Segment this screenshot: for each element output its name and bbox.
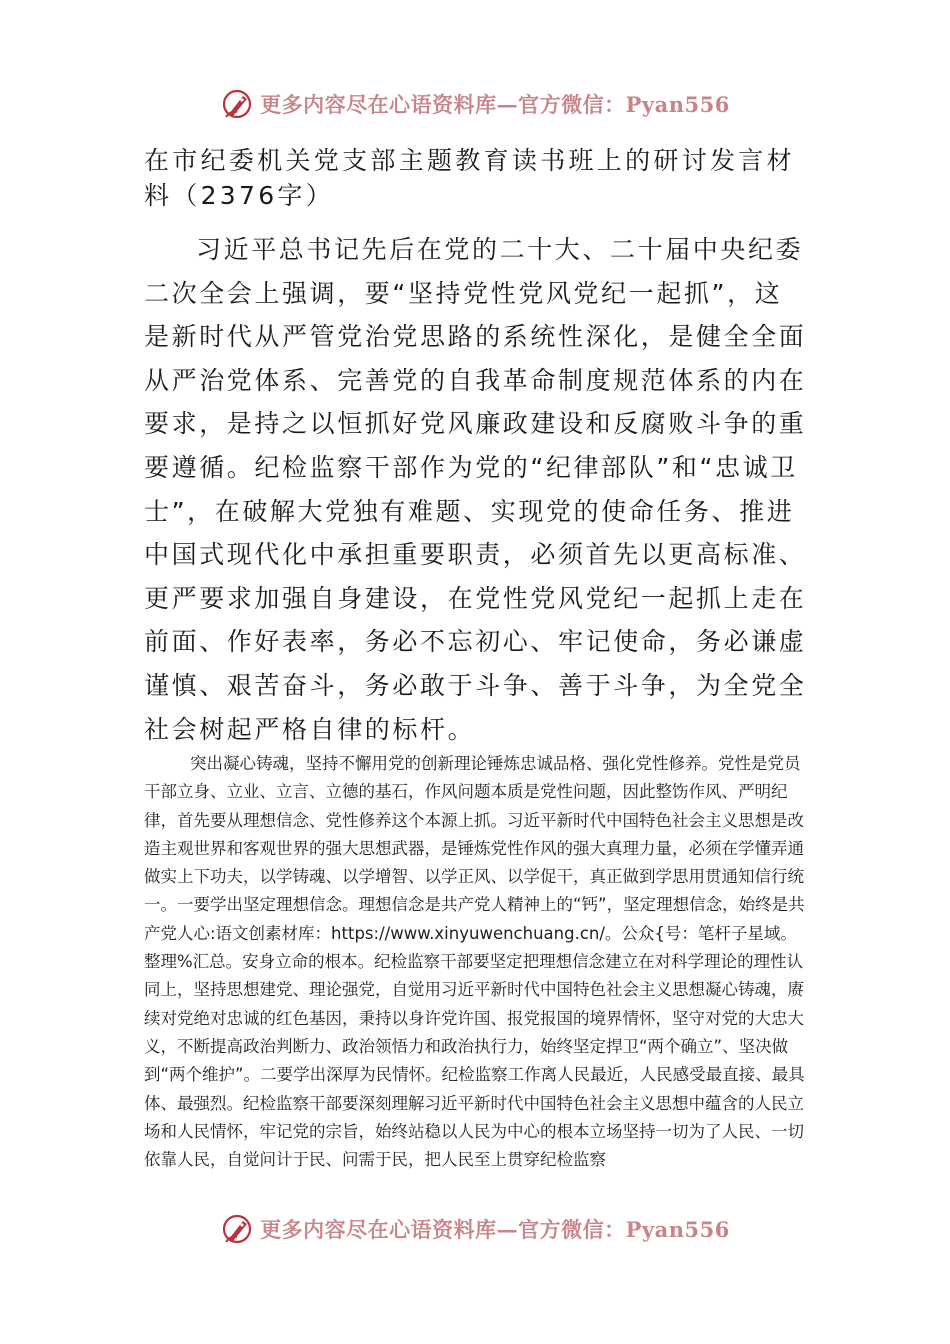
lead-paragraph: 习近平总书记先后在党的二十大、二十届中央纪委二次全会上强调，要“坚持党性党风党纪一起抓”，这是新时代从严管党治党思路的系统性深化，是健全全面从严治党体系、完善党的自我革命制度规范体系的内在要求，是持之以恒抓好党风廉政建设和反腐败斗争的重要遵循。纪检监察干部作为党的“纪律部队”和“忠诚卫士”，在破解大党独有难题、实现党的使命任务、推进中国式现代化中承担重要职责，必须首先以更高标准、更严要求加强自身建设，在党性党风党纪一起抓上走在前面、作好表率，务必不忘初心、牢记使命，务必谦虚谨慎、艰苦奋斗，务必敢于斗争、善于斗争，为全党全社会树起严格自律的标杆。 <box>144 235 807 744</box>
document-title: 在市纪委机关党支部主题教育读书班上的研讨发言材料（2376字） <box>144 146 795 210</box>
header-watermark-banner <box>0 84 950 124</box>
header-banner-text: 更多内容尽在心语资料库—官方微信：Pyan556 <box>260 92 730 117</box>
footer-watermark-banner <box>0 1209 950 1249</box>
footer-banner-text: 更多内容尽在心语资料库—官方微信：Pyan556 <box>260 1217 730 1242</box>
pen-nib-logo-icon <box>220 87 254 121</box>
pen-nib-logo-icon <box>220 1212 254 1246</box>
body-paragraph: 突出凝心铸魂，坚持不懈用党的创新理论锤炼忠诚品格、强化党性修养。党性是党员干部立身、立业、立言、立德的基石，作风问题本质是党性问题，因此整饬作风、严明纪律，首先要从理想信念、党性修养这个本源上抓。习近平新时代中国特色社会主义思想是改造主观世界和客观世界的强大思想武器，是锤炼党性作风的强大真理力量，必须在学懂弄通做实上下功夫，以学铸魂、以学增智、以学正风、以学促干，真正做到学思用贯通知信行统一。一要学出坚定理想信念。理想信念是共产党人精神上的“钙”，坚定理想信念，始终是共产党人心:语文创素材库：https://www.xinyuwenchuang.cn/。公众{号：笔杆子星域。整理%汇总。安身立命的根本。纪检监察干部要坚定把理想信念建立在对科学理论的理性认同上，坚持思想建党、理论强党，自觉用习近平新时代中国特色社会主义思想凝心铸魂，赓续对党绝对忠诚的红色基因，秉持以身许党许国、报党报国的境界情怀，坚守对党的大忠大义，不断提高政治判断力、政治领悟力和政治执行力，始终坚定捍卫“两个确立”、坚决做到“两个维护”。二要学出深厚为民情怀。纪检监察工作离人民最近，人民感受最直接、最具体、最强烈。纪检监察干部要深刻理解习近平新时代中国特色社会主义思想中蕴含的人民立场和人民情怀，牢记党的宗旨，始终站稳以人民为中心的根本立场坚持一切为了人民、一切依靠人民，自觉问计于民、问需于民，把人民至上贯穿纪检监察 <box>144 754 805 1170</box>
